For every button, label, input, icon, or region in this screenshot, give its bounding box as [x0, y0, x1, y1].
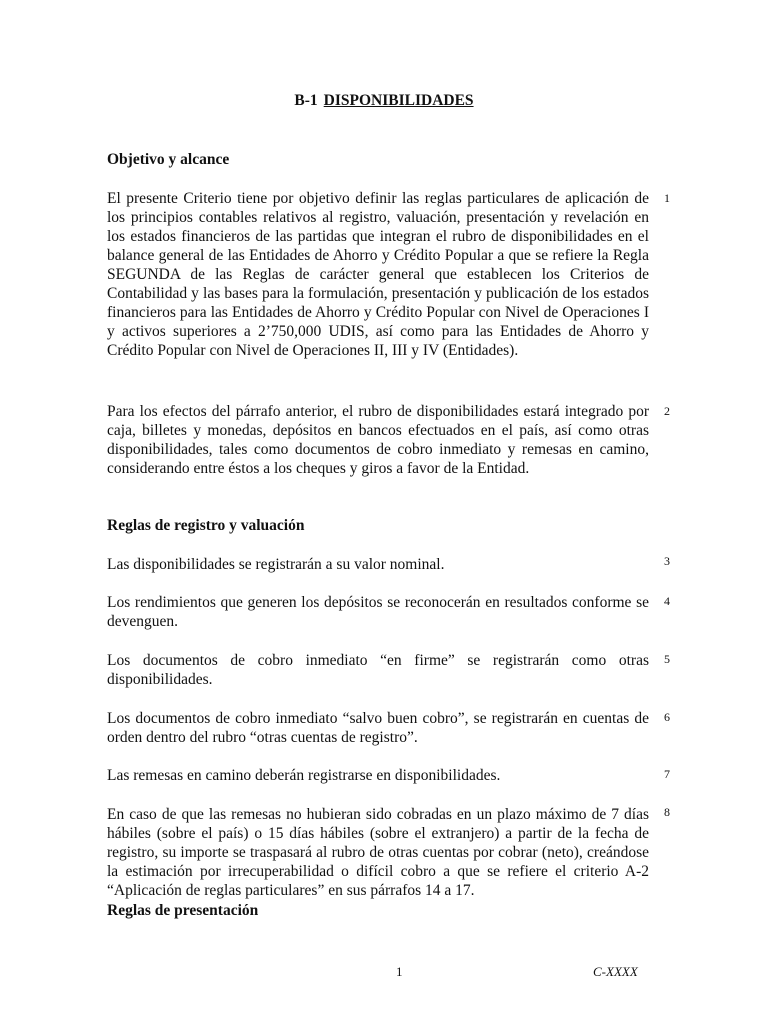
footer-page-number: 1 [396, 964, 403, 979]
page-title [0, 92, 768, 110]
footer-document-code: C-XXXX [593, 964, 638, 979]
paragraph-4: Los rendimientos que generen los depósitos se reconocerán en resultados conforme se devenguen. [107, 594, 649, 630]
section-heading-presentacion: Reglas de presentación [107, 902, 259, 919]
paragraph-1: El presente Criterio tiene por objetivo definir las reglas particulares de aplicación de los principios contables relativos al registro, valuación, presentación y revelación en los estados financieros de las partidas que integran el rubro de disponibilidades en el balance general de las Entidades de Ahorro y Crédito Popular a que se refiere la Regla SEGUNDA de las Reglas de carácter general que establecen los Criterios de Contabilidad y las bases para la formulación, presentación y publicación de los estados financieros para las Entidades de Ahorro y Crédito Popular con Nivel de Operaciones I y activos superiores a 2’750,000 UDIS, así como para las Entidades de Ahorro y Crédito Popular con Nivel de Operaciones II, III y IV (Entidades). [107, 190, 649, 359]
paragraph-5: Los documentos de cobro inmediato “en firme” se registrarán como otras disponibilidades. [107, 652, 649, 688]
paragraph-3: Las disponibilidades se registrarán a su valor nominal. [107, 556, 445, 573]
title-code: B-1 [294, 92, 318, 109]
title-name: DISPONIBILIDADES [323, 92, 474, 109]
paragraph-number-3: 3 [664, 554, 670, 568]
paragraph-number-5: 5 [664, 652, 670, 666]
paragraph-7: Las remesas en camino deberán registrarse en disponibilidades. [107, 767, 501, 784]
section-heading-objetivo: Objetivo y alcance [107, 151, 230, 168]
paragraph-6: Los documentos de cobro inmediato “salvo buen cobro”, se registrarán en cuentas de orden dentro del rubro “otras cuentas de registro”. [107, 710, 649, 746]
paragraph-number-6: 6 [664, 710, 670, 724]
paragraph-number-2: 2 [664, 404, 670, 418]
paragraph-number-7: 7 [664, 767, 670, 781]
paragraph-number-8: 8 [664, 805, 670, 819]
paragraph-8: En caso de que las remesas no hubieran sido cobradas en un plazo máximo de 7 días hábiles (sobre el país) o 15 días hábiles (sobre el extranjero) a partir de la fecha de registro, su importe se traspasará al rubro de otras cuentas por cobrar (neto), creándose la estimación por irrecuperabilidad o difícil cobro a que se refiere el criterio A-2 “Aplicación de reglas particulares” en sus párrafos 14 a 17. [107, 806, 649, 899]
paragraph-number-1: 1 [664, 191, 670, 205]
paragraph-number-4: 4 [664, 594, 670, 608]
section-heading-registro: Reglas de registro y valuación [107, 517, 305, 534]
paragraph-2: Para los efectos del párrafo anterior, el rubro de disponibilidades estará integrado por caja, billetes y monedas, depósitos en bancos efectuados en el país, así como otras disponibilidades, tales como documentos de cobro inmediato y remesas en camino, considerando entre éstos a los cheques y giros a favor de la Entidad. [107, 403, 649, 477]
